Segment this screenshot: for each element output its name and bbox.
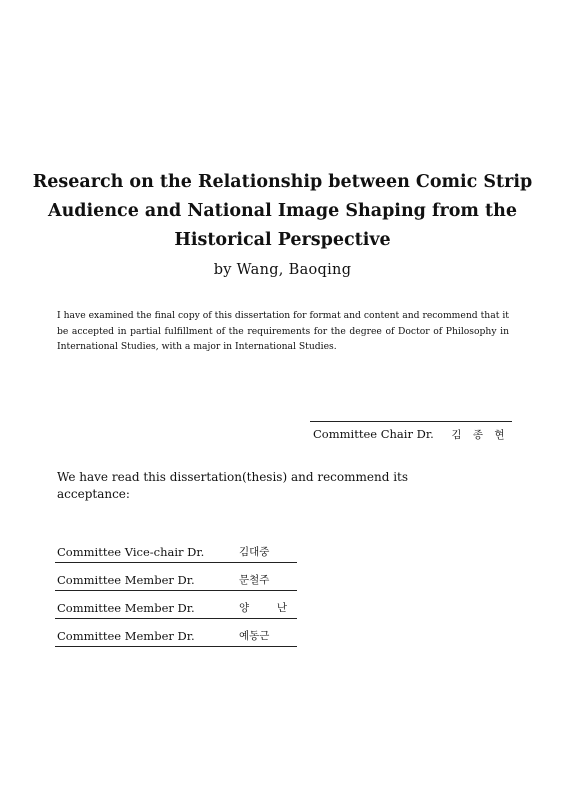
committee-members-list: [55, 536, 297, 648]
title-line-2: Audience and National Image Shaping from the: [48, 201, 517, 221]
member-role: Committee Vice-chair Dr.: [57, 545, 205, 559]
member-role: Committee Member Dr.: [57, 601, 195, 615]
member-role: Committee Member Dr.: [57, 629, 195, 643]
member-name: 김대중: [239, 546, 270, 558]
approval-statement: I have examined the final copy of this dissertation for format and content and recommend that it be accepted in partial fulfillment of the requirements for the degree of Doctor of Philosophy in International Studies, with a major in International Studies.: [57, 310, 509, 352]
member-role: Committee Member Dr.: [57, 573, 195, 587]
member-name: 예동근: [239, 630, 270, 642]
member-name: 문철주: [239, 574, 270, 586]
title-line-1: Research on the Relationship between Comic Strip: [32, 172, 533, 192]
committee-chair-role: Committee Chair Dr.: [313, 427, 434, 441]
acceptance-statement: We have read this dissertation(thesis) and recommend its acceptance:: [57, 470, 409, 501]
committee-member-row: [55, 592, 297, 619]
committee-member-row: [55, 620, 297, 647]
committee-chair-name: 김 종 현: [451, 429, 509, 441]
author-line: by Wang, Baoqing: [213, 262, 352, 278]
title-line-3: Historical Perspective: [174, 230, 391, 250]
committee-chair-signature: [310, 421, 512, 442]
committee-member-row: [55, 564, 297, 591]
dissertation-title: [20, 168, 545, 255]
committee-member-row: [55, 536, 297, 563]
member-name: 양 난: [239, 602, 287, 614]
